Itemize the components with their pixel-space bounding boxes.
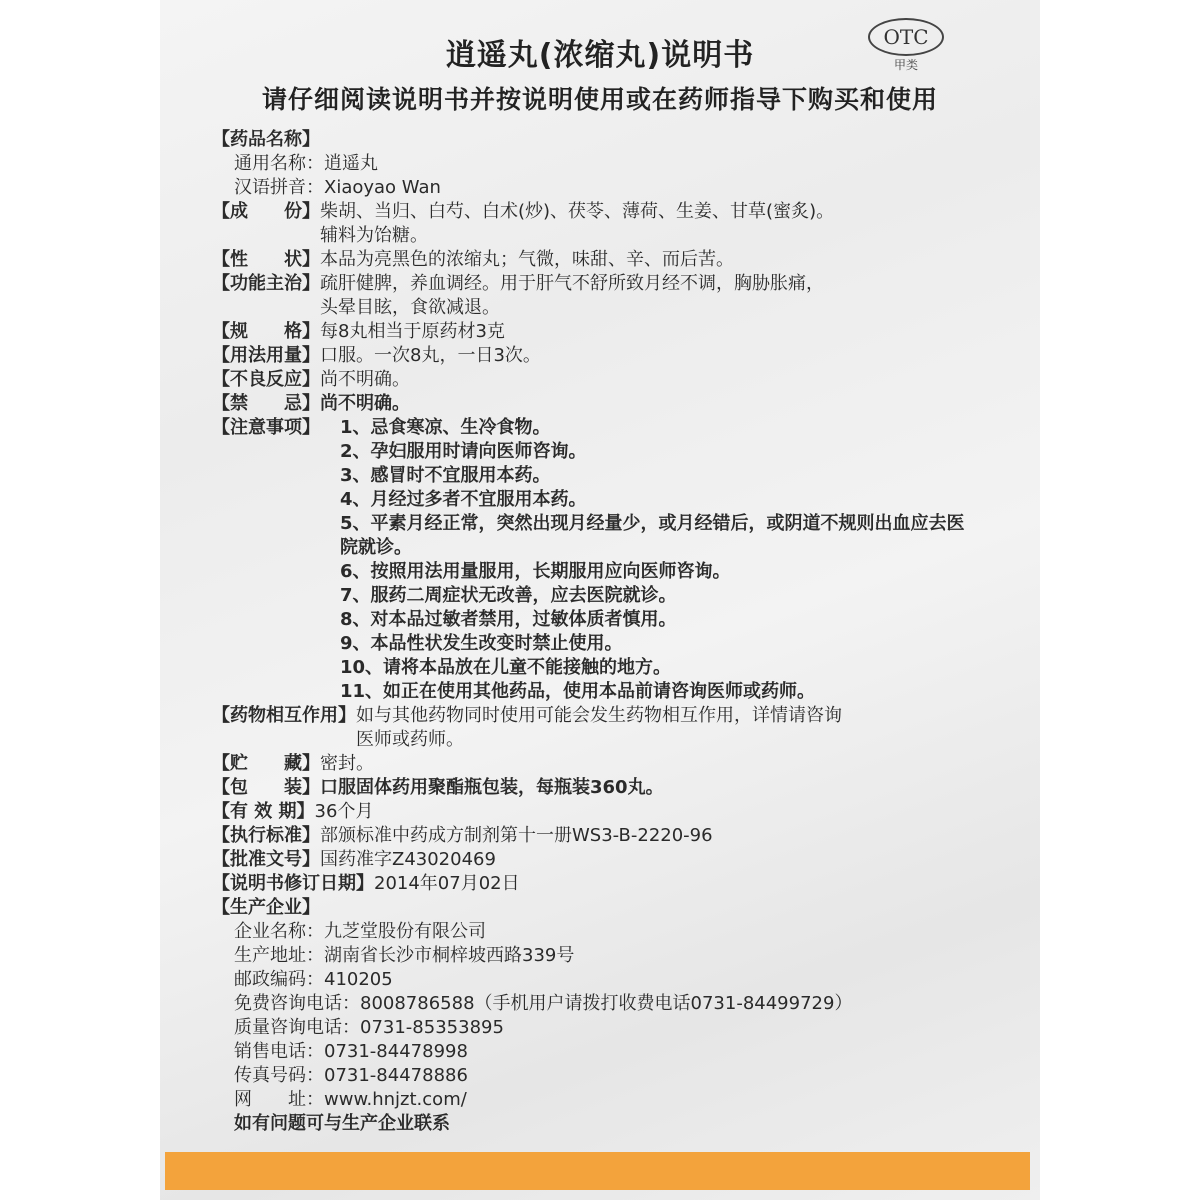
section-content	[374, 872, 1012, 896]
section-row	[212, 248, 1012, 272]
section-label: 【不良反应】	[212, 369, 320, 390]
section-row	[212, 800, 1012, 824]
document-subtitle: 请仔细阅读说明书并按说明使用或在药师指导下购买和使用	[261, 85, 938, 114]
pinyin-name: 汉语拼音：Xiaoyao Wan	[234, 177, 441, 198]
leaflet-body	[212, 128, 1012, 1136]
section-content	[320, 776, 1012, 800]
precaution-item: 2、孕妇服用时请向医师咨询。	[340, 441, 587, 462]
section-line: 口服固体药用聚酯瓶包装，每瓶装360丸。	[320, 777, 664, 798]
section-label: 【贮 藏】	[212, 753, 320, 774]
section-content	[320, 320, 1012, 344]
section-content	[320, 272, 1012, 320]
section-line: 2014年07月02日	[374, 873, 520, 894]
section-label: 【注意事项】	[212, 417, 320, 438]
section-content	[320, 248, 1012, 272]
section-line: 柴胡、当归、白芍、白术(炒)、茯苓、薄荷、生姜、甘草(蜜炙)。	[320, 201, 835, 222]
section-line: 头晕目眩，食欲减退。	[320, 297, 500, 318]
precaution-item: 9、本品性状发生改变时禁止使用。	[340, 633, 623, 654]
section-label: 【规 格】	[212, 321, 320, 342]
section-row	[212, 776, 1012, 800]
section-content	[320, 344, 1012, 368]
section-label-manufacturer: 【生产企业】	[212, 897, 320, 918]
manufacturer-line: 销售电话：0731-84478998	[234, 1041, 468, 1062]
section-label: 【禁 忌】	[212, 393, 320, 414]
section-row	[212, 272, 1012, 320]
section-row	[212, 824, 1012, 848]
otc-logo: OTC	[868, 18, 944, 56]
precaution-item: 6、按照用法用量服用，长期服用应向医师咨询。	[340, 561, 731, 582]
section-content	[320, 392, 1012, 416]
section-line: 国药准字Z43020469	[320, 849, 496, 870]
section-content	[320, 824, 1012, 848]
otc-class-label: 甲类	[893, 58, 918, 72]
precaution-item: 5、平素月经正常，突然出现月经量少，或月经错后，或阴道不规则出血应去医院就诊。	[340, 513, 965, 558]
generic-name: 通用名称：逍遥丸	[234, 153, 378, 174]
section-line: 部颁标准中药成方制剂第十一册WS3-B-2220-96	[320, 825, 713, 846]
section-line: 尚不明确。	[320, 393, 410, 414]
section-line: 36个月	[314, 801, 374, 822]
section-content	[320, 752, 1012, 776]
manufacturer-line: 传真号码：0731-84478886	[234, 1065, 468, 1086]
section-content	[320, 200, 1012, 248]
section-row	[212, 872, 1012, 896]
section-label: 【包 装】	[212, 777, 320, 798]
section-line: 口服。一次8丸，一日3次。	[320, 345, 541, 366]
section-row	[212, 200, 1012, 248]
section-content	[320, 368, 1012, 392]
section-row	[212, 752, 1012, 776]
document-title: 逍遥丸(浓缩丸)说明书	[445, 38, 755, 73]
sections-group-1	[212, 200, 1012, 416]
section-label: 【性 状】	[212, 249, 320, 270]
section-line: 医师或药师。	[356, 729, 464, 750]
contact-note: 如有问题可与生产企业联系	[234, 1113, 450, 1134]
section-line: 疏肝健脾，养血调经。用于肝气不舒所致月经不调，胸胁胀痛，	[320, 273, 824, 294]
manufacturer-line: 质量咨询电话：0731-85353895	[234, 1017, 504, 1038]
manufacturer-info	[212, 920, 1012, 1112]
section-content	[356, 704, 1012, 752]
section-row	[212, 320, 1012, 344]
precaution-item: 1、忌食寒凉、生冷食物。	[340, 417, 551, 438]
section-label: 【用法用量】	[212, 345, 320, 366]
precaution-item: 8、对本品过敏者禁用，过敏体质者慎用。	[340, 609, 677, 630]
section-content	[320, 848, 1012, 872]
section-row	[212, 848, 1012, 872]
section-line: 密封。	[320, 753, 374, 774]
section-row	[212, 704, 1012, 752]
manufacturer-line: 邮政编码：410205	[234, 969, 393, 990]
precaution-item: 4、月经过多者不宜服用本药。	[340, 489, 587, 510]
section-label-drug-name: 【药品名称】	[212, 129, 320, 150]
precaution-item: 7、服药二周症状无改善，应去医院就诊。	[340, 585, 677, 606]
section-label: 【功能主治】	[212, 273, 320, 294]
section-row	[212, 392, 1012, 416]
precaution-item: 11、如正在使用其他药品，使用本品前请咨询医师或药师。	[340, 681, 816, 702]
section-content	[315, 800, 1012, 824]
manufacturer-line: 生产地址：湖南省长沙市桐梓坡西路339号	[234, 945, 575, 966]
section-label: 【成 份】	[212, 201, 320, 222]
orange-footer-strip	[165, 1152, 1030, 1190]
section-label: 【说明书修订日期】	[212, 873, 374, 894]
sections-group-2	[212, 704, 1012, 896]
section-row	[212, 344, 1012, 368]
section-line: 本品为亮黑色的浓缩丸；气微，味甜、辛、而后苦。	[320, 249, 734, 270]
section-line: 尚不明确。	[320, 369, 410, 390]
precaution-item: 10、请将本品放在儿童不能接触的地方。	[340, 657, 672, 678]
manufacturer-line: 免费咨询电话：8008786588（手机用户请拨打收费电话0731-84499729）	[234, 993, 853, 1014]
manufacturer-line: 企业名称：九芝堂股份有限公司	[234, 921, 486, 942]
section-label: 【执行标准】	[212, 825, 320, 846]
manufacturer-line: 网 址：www.hnjzt.com/	[234, 1089, 467, 1110]
precaution-list	[212, 416, 1012, 704]
section-row	[212, 368, 1012, 392]
section-line: 如与其他药物同时使用可能会发生药物相互作用，详情请咨询	[356, 705, 842, 726]
section-label: 【药物相互作用】	[212, 705, 356, 726]
section-line: 辅料为饴糖。	[320, 225, 428, 246]
section-line: 每8丸相当于原药材3克	[320, 321, 505, 342]
precaution-item: 3、感冒时不宜服用本药。	[340, 465, 551, 486]
section-label: 【有 效 期】	[212, 801, 315, 822]
section-label: 【批准文号】	[212, 849, 320, 870]
